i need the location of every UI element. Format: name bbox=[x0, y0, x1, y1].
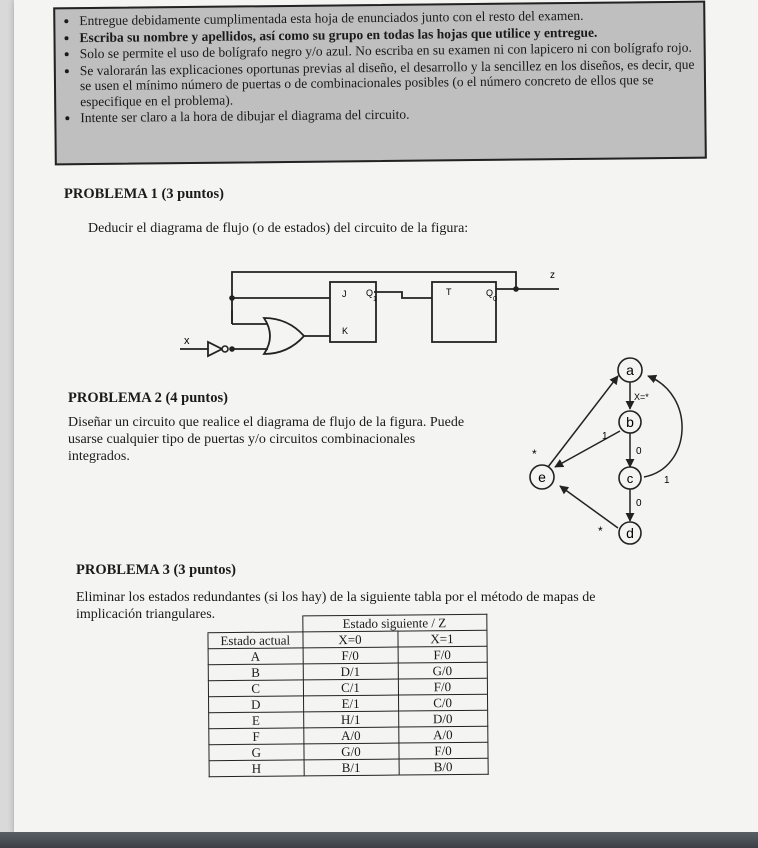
instructions-list bbox=[65, 7, 696, 126]
label-k: K bbox=[342, 326, 349, 336]
label-q1-sub: 1 bbox=[373, 296, 377, 303]
state-node-d bbox=[619, 522, 641, 544]
or-gate bbox=[264, 318, 304, 354]
state-cell: H bbox=[209, 760, 304, 777]
current-state-header: Estado actual bbox=[208, 632, 303, 649]
state-node-b bbox=[619, 411, 641, 433]
edge-label-b-c: 0 bbox=[636, 446, 642, 457]
problem3-heading: PROBLEMA 3 (3 puntos) bbox=[76, 562, 236, 578]
state-cell: D bbox=[209, 696, 304, 713]
state-cell: B bbox=[208, 664, 303, 681]
next-x1-cell: F/0 bbox=[398, 646, 487, 663]
next-x0-cell: G/0 bbox=[303, 743, 398, 760]
next-x1-cell: A/0 bbox=[398, 726, 487, 743]
svg-text:b: b bbox=[626, 414, 634, 430]
label-z: z bbox=[550, 270, 555, 281]
problem2-text bbox=[68, 414, 464, 465]
edge-label-c-a: 1 bbox=[664, 475, 670, 486]
instructions-box bbox=[53, 1, 707, 166]
buffer-gate bbox=[208, 342, 222, 356]
problem1-circuit bbox=[164, 262, 574, 362]
label-q0: Q bbox=[486, 288, 494, 298]
problem2-line: Diseñar un circuito que realice el diagrama de flujo de la figura. Puede bbox=[68, 415, 465, 430]
next-x1-cell: D/0 bbox=[398, 710, 487, 727]
edge-label-a-b: X=* bbox=[634, 392, 649, 402]
state-cell: C bbox=[208, 680, 303, 697]
instruction-item: • Entregue debidamente cumplimentada esta hoja de enunciados junto con el resto del examen. bbox=[79, 7, 695, 29]
svg-text:e: e bbox=[538, 469, 546, 485]
edge-label-b-e: 1 bbox=[602, 431, 608, 442]
state-table bbox=[207, 614, 488, 777]
next-x0-cell: H/1 bbox=[303, 711, 398, 728]
table-blank-corner bbox=[208, 616, 303, 633]
instruction-item: • Se valorarán las explicaciones oportunas previas al diseño, el desarrollo y la sencillez en los diseños, es decir, que se usen el mínimo número de puertas o de combinacionales posibles (o el número concreto de ellos que se especifique en el problema). bbox=[80, 56, 696, 109]
instruction-item: • Intente ser claro a la hora de dibujar el diagrama del circuito. bbox=[80, 104, 696, 126]
next-x0-cell: D/1 bbox=[303, 663, 398, 680]
next-x0-cell: B/1 bbox=[304, 759, 399, 776]
state-table-body bbox=[208, 646, 488, 776]
state-node-e bbox=[530, 465, 554, 489]
x1-header: X=1 bbox=[397, 630, 486, 647]
state-node-c bbox=[619, 467, 641, 489]
next-state-header: Estado siguiente / Z bbox=[302, 614, 486, 632]
instruction-item: • Escriba su nombre y apellidos, así como su grupo en todas las hojas que utilice y entregue. bbox=[79, 23, 695, 45]
inverter-bubble bbox=[222, 346, 228, 352]
label-t: T bbox=[446, 287, 452, 297]
label-q1: Q bbox=[366, 288, 374, 298]
next-x1-cell: F/0 bbox=[398, 742, 487, 759]
edge-label-e-a: * bbox=[532, 447, 537, 461]
table-row bbox=[209, 758, 488, 776]
problem3-line: implicación triangulares. bbox=[76, 607, 216, 622]
next-x0-cell: C/1 bbox=[303, 679, 398, 696]
exam-sheet bbox=[14, 0, 758, 835]
next-x0-cell: E/1 bbox=[303, 695, 398, 712]
next-x1-cell: G/0 bbox=[398, 662, 487, 679]
next-x1-cell: C/0 bbox=[398, 694, 487, 711]
problem3-line: Eliminar los estados redundantes (si los hay) de la siguiente tabla por el método de mapas de bbox=[76, 590, 596, 605]
problem1-heading: PROBLEMA 1 (3 puntos) bbox=[64, 186, 224, 202]
label-x: x bbox=[184, 335, 190, 347]
edge-label-d-e: * bbox=[598, 524, 603, 538]
label-q0-sub: 0 bbox=[493, 296, 497, 303]
svg-text:c: c bbox=[626, 471, 634, 486]
state-cell: G bbox=[209, 744, 304, 761]
svg-text:d: d bbox=[626, 525, 634, 541]
edge-label-c-d: 0 bbox=[636, 498, 642, 509]
problem1-text: Deducir el diagrama de flujo (o de estados) del circuito de la figura: bbox=[88, 221, 469, 236]
state-cell: E bbox=[209, 712, 304, 729]
problem2-line: integrados. bbox=[68, 449, 130, 464]
next-x0-cell: A/0 bbox=[303, 727, 398, 744]
background-surface bbox=[0, 832, 758, 848]
problem2-heading: PROBLEMA 2 (4 puntos) bbox=[68, 390, 228, 406]
problem2-line: usarse cualquier tipo de puertas y/o circuitos combinacionales bbox=[68, 432, 416, 447]
label-j: J bbox=[342, 289, 347, 299]
next-x1-cell: B/0 bbox=[399, 758, 488, 775]
instruction-item: • Solo se permite el uso de bolígrafo negro y/o azul. No escriba en su examen ni con lapicero ni con bolígrafo rojo. bbox=[80, 40, 696, 62]
svg-text:a: a bbox=[626, 362, 634, 378]
state-cell: F bbox=[209, 728, 304, 745]
state-cell: A bbox=[208, 648, 303, 665]
problem2-state-diagram bbox=[514, 350, 714, 550]
next-x1-cell: F/0 bbox=[398, 678, 487, 695]
state-node-a bbox=[618, 358, 642, 382]
next-x0-cell: F/0 bbox=[303, 647, 398, 664]
x0-header: X=0 bbox=[302, 631, 397, 648]
